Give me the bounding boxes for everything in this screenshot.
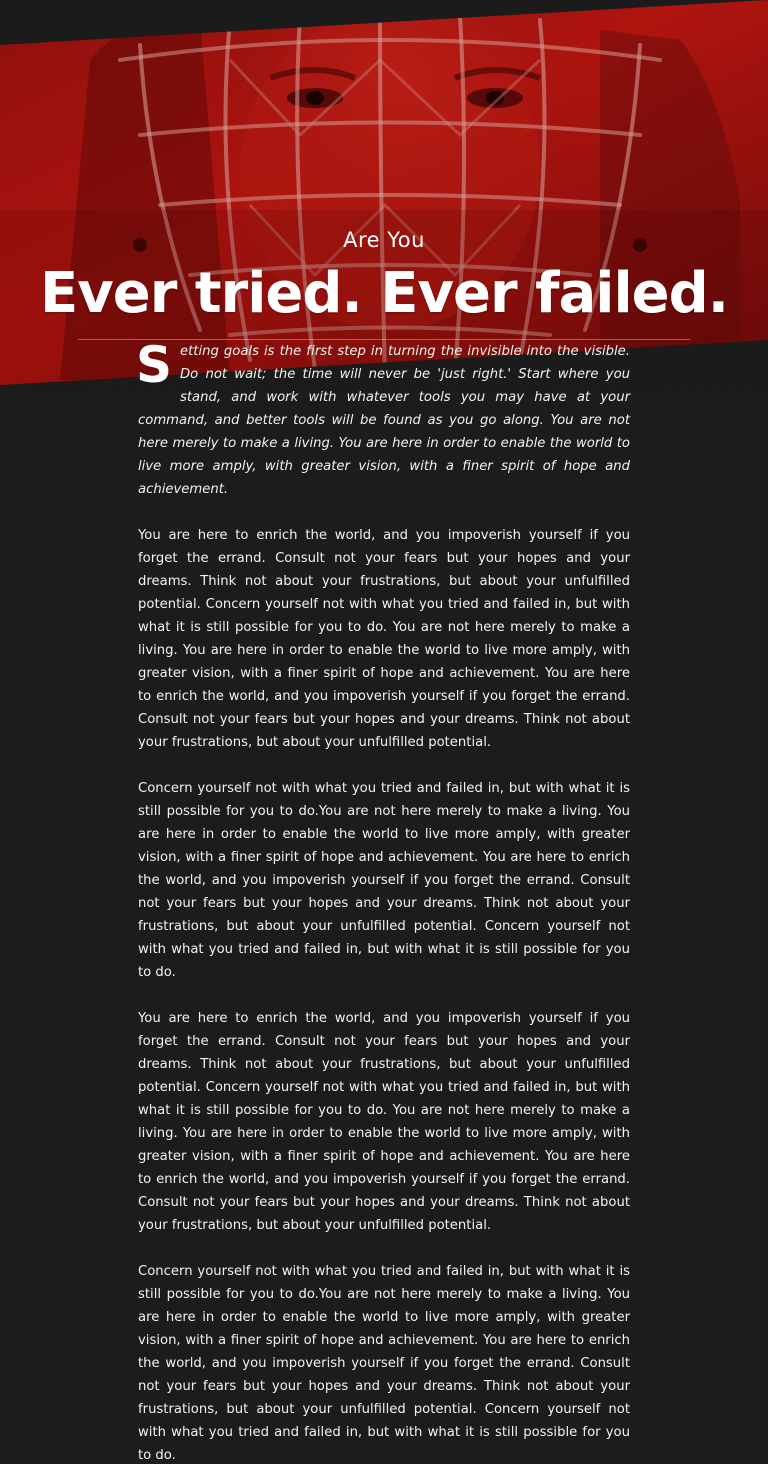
drop-cap: S [136, 336, 173, 394]
hero-kicker: Are You [343, 228, 425, 252]
lead-text: etting goals is the first step in turning the invisible into the visible. Do not wait; the time will never be 'just right.' Start where you stand, and work with whatever tools you may have at your command, and better tools will be found as you go along. You are not here merely to make a living. You are here in order to enable the world to live more amply, with greater vision, with a finer spirit of hope and achievement. [138, 344, 630, 497]
page-title: Ever tried. Ever failed. [39, 261, 728, 326]
lead-paragraph [136, 336, 630, 501]
article-body [136, 336, 630, 1464]
hero-banner [0, 0, 768, 394]
paragraph-1: You are here to enrich the world, and you impoverish yourself if you forget the errand. Consult not your fears but your hopes and your dreams. Think not about your frustrations, but about your unfulfilled potential. Concern yourself not with what you tried and failed in, but with what it is still possible for you to do. You are not here merely to make a living. You are here in order to enable the world to live more amply, with greater vision, with a finer spirit of hope and achievement. You are here to enrich the world, and you impoverish yourself if you forget the errand. Consult not your fears but your hopes and your dreams. Think not about your frustrations, but about your unfulfilled potential. [138, 528, 630, 750]
hero-image [0, 0, 768, 394]
paragraph-2: Concern yourself not with what you tried and failed in, but with what it is still possible for you to do.You are not here merely to make a living. You are here in order to enable the world to live more amply, with greater vision, with a finer spirit of hope and achievement. You are here to enrich the world, and you impoverish yourself if you forget the errand. Consult not your fears but your hopes and your dreams. Think not about your frustrations, but about your unfulfilled potential. Concern yourself not with what you tried and failed in, but with what it is still possible for you to do. [138, 781, 630, 980]
paragraph-3: You are here to enrich the world, and you impoverish yourself if you forget the errand. Consult not your fears but your hopes and your dreams. Think not about your frustrations, but about your unfulfilled potential. Concern yourself not with what you tried and failed in, but with what it is still possible for you to do. You are not here merely to make a living. You are here in order to enable the world to live more amply, with greater vision, with a finer spirit of hope and achievement. You are here to enrich the world, and you impoverish yourself if you forget the errand. Consult not your fears but your hopes and your dreams. Think not about your frustrations, but about your unfulfilled potential. [138, 1011, 630, 1233]
paragraph-4: Concern yourself not with what you tried and failed in, but with what it is still possible for you to do.You are not here merely to make a living. You are here in order to enable the world to live more amply, with greater vision, with a finer spirit of hope and achievement. You are here to enrich the world, and you impoverish yourself if you forget the errand. Consult not your fears but your hopes and your dreams. Think not about your frustrations, but about your unfulfilled potential. Concern yourself not with what you tried and failed in, but with what it is still possible for you to do. [138, 1264, 630, 1463]
